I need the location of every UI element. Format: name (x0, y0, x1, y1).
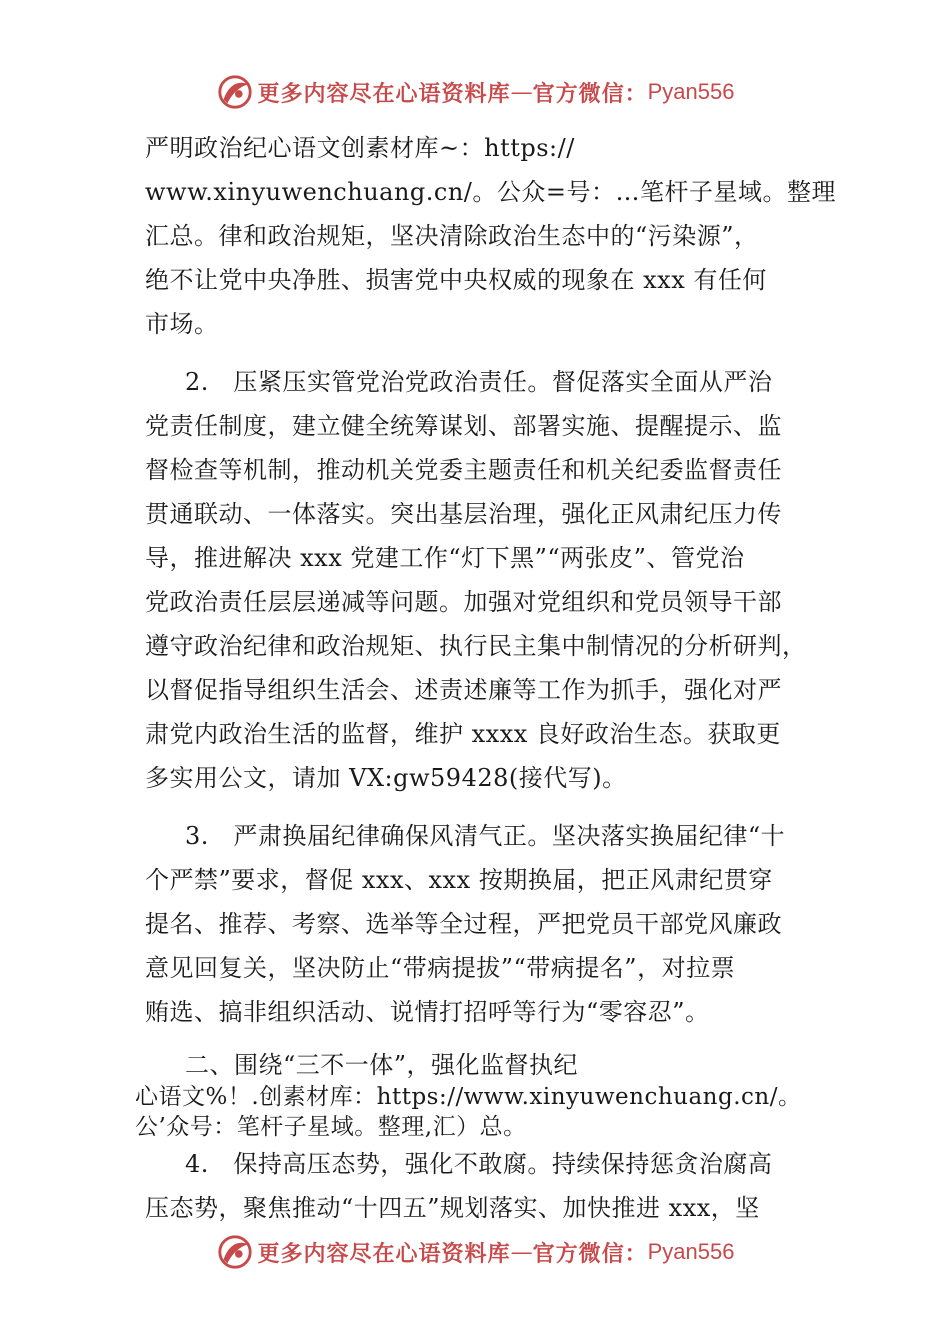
text-line: 贯通联动、一体落实。突出基层治理，强化正风肃纪压力传 (145, 500, 782, 528)
document-body (135, 126, 837, 1230)
watermark-insert-line: 心语文%！.创素材库：https://www.xinyuwenchuang.cn/。 (135, 1084, 802, 1110)
text-line: 党责任制度，建立健全统筹谋划、部署实施、提醒提示、监 (145, 412, 782, 440)
text-line: 导，推进解决 xxx 党建工作“灯下黑”“两张皮”、管党治 (145, 544, 745, 572)
text-line: 党政治责任层层递减等问题。加强对党组织和党员领导干部 (145, 588, 782, 616)
banner-separator: — (510, 79, 533, 105)
text-line: 2. 压紧压实管党治党政治责任。督促落实全面从严治 (185, 368, 773, 396)
text-line: 提名、推荐、考察、选举等全过程，严把党员干部党风廉政 (145, 910, 782, 938)
brand-logo-icon (216, 1233, 254, 1271)
paragraph-3 (145, 814, 835, 1034)
text-line: 4. 保持高压态势，强化不敢腐。持续保持惩贪治腐高 (185, 1150, 773, 1178)
text-line: 个严禁”要求，督促 xxx、xxx 按期换届，把正风肃纪贯穿 (145, 866, 773, 894)
text-line: 督检查等机制，推动机关党委主题责任和机关纪委监督责任 (145, 456, 782, 484)
text-line: 3. 严肃换届纪律确保风清气正。坚决落实换届纪律“十 (185, 822, 786, 850)
footer-banner (0, 1230, 950, 1274)
section-heading: 二、围绕“三不一体”，强化监督执纪 (185, 1051, 579, 1079)
text-line: 严明政治纪心语文创素材库~：https:// (145, 134, 575, 162)
text-line: 遵守政治纪律和政治规矩、执行民主集中制情况的分析研判， (145, 632, 807, 660)
paragraph-4 (145, 1142, 835, 1230)
banner-suffix: 官方微信： (532, 80, 648, 107)
banner-text: 更多内容尽在心语资料库 (257, 80, 511, 107)
banner-wechat-id: Pyan556 (647, 1239, 735, 1264)
banner-separator: — (510, 1239, 533, 1265)
text-line: www.xinyuwenchuang.cn/。公众=号：…笔杆子星域。整理 (145, 178, 837, 206)
paragraph-2 (145, 360, 835, 800)
text-line: 多实用公文，请加 VX:gw59428(接代写)。 (145, 764, 627, 792)
text-line: 肃党内政治生活的监督，维护 xxxx 良好政治生态。获取更 (145, 720, 781, 748)
text-line: 意见回复关，坚决防止“带病提拔”“带病提名”，对拉票 (145, 954, 736, 982)
watermark-insert-line: 公’众号：笔杆子星域。整理,汇）总。 (135, 1114, 527, 1140)
banner-wechat-id: Pyan556 (647, 79, 735, 104)
header-banner (0, 70, 950, 114)
banner-suffix: 官方微信： (532, 1240, 648, 1267)
text-line: 压态势，聚焦推动“十四五”规划落实、加快推进 xxx，坚 (145, 1194, 760, 1222)
text-line: 市场。 (145, 310, 219, 338)
text-line: 以督促指导组织生活会、述责述廉等工作为抓手，强化对严 (145, 676, 782, 704)
text-line: 绝不让党中央净胜、损害党中央权威的现象在 xxx 有任何 (145, 266, 767, 294)
banner-text: 更多内容尽在心语资料库 (257, 1240, 511, 1267)
text-line: 汇总。律和政治规矩，坚决清除政治生态中的“污染源”， (145, 222, 759, 250)
text-line: 贿选、搞非组织活动、说情打招呼等行为“零容忍”。 (145, 998, 710, 1026)
brand-logo-icon (216, 73, 254, 111)
paragraph-1 (145, 126, 835, 346)
